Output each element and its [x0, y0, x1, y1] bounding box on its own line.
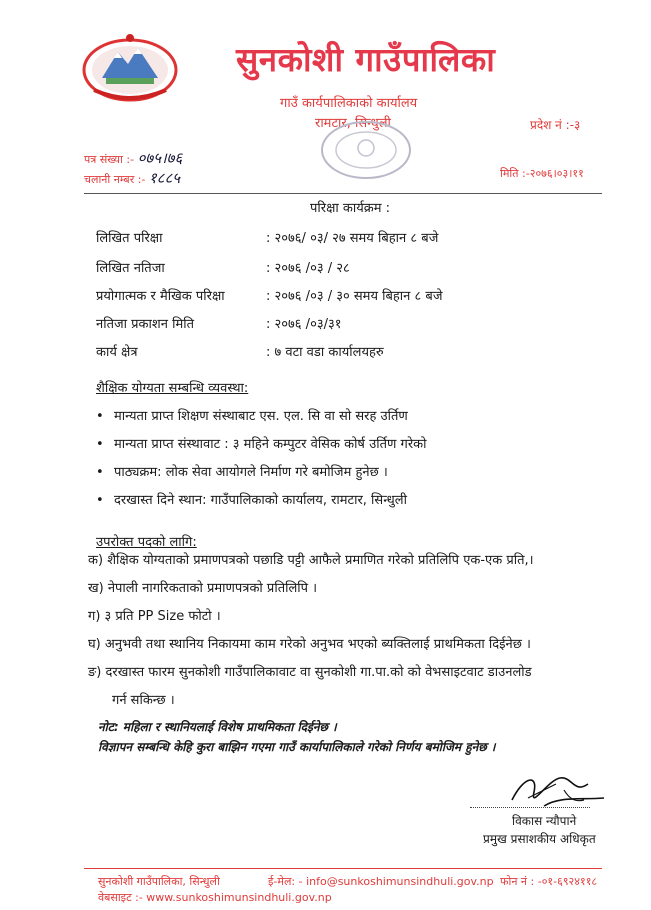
reference-number	[84, 148, 182, 168]
dispatch-value: १८८५	[148, 169, 181, 187]
province-number: प्रदेश नं :-३	[530, 118, 581, 132]
program-row	[96, 228, 438, 246]
document-item: घ) अनुभवी तथा स्थानिय निकायमा काम गरेको अनुभव भएको ब्यक्तिलाई प्राथमिकता दिईनेछ ।	[88, 637, 531, 652]
program-row-label: प्रयोगात्मक र मैखिक परिक्षा	[96, 289, 225, 304]
office-stamp-icon	[312, 118, 420, 182]
list-item-text: दरखास्त दिने स्थान: गाउँपालिकाको कार्यालय, रामटार, सिन्धुली	[114, 493, 407, 508]
program-row-label: लिखित नतिजा	[96, 261, 165, 276]
bullet-icon: •	[96, 493, 104, 508]
dispatch-number	[84, 168, 180, 188]
program-row	[96, 342, 384, 360]
signature-icon	[504, 770, 614, 816]
bullet-icon: •	[96, 409, 104, 424]
document-item: ङ) दरखास्त फारम सुनकोशी गाउँपालिकावाट वा सुनकोशी गा.पा.को को वेभसाइटवाट डाउनलोड	[88, 665, 532, 680]
program-row-label: लिखित परिक्षा	[96, 231, 163, 246]
reference-label: पत्र संख्या :-	[84, 153, 135, 166]
list-item-text: मान्यता प्राप्त संस्थावाट : ३ महिने कम्पुटर वेसिक कोर्ष उर्तिण गरेको	[114, 437, 427, 452]
footer-office: सुनकोशी गाउँपालिका, सिन्धुली	[98, 875, 220, 888]
program-row-value: : २०७६ /०३ / २८	[266, 261, 350, 276]
program-title: परिक्षा कार्यक्रम :	[310, 201, 391, 216]
footer-website[interactable]: वेबसाइट :- www.sunkoshimunsindhuli.gov.np	[98, 891, 332, 904]
bullet-icon: •	[96, 465, 104, 480]
signatory-name: विकास न्यौपाने	[512, 814, 577, 828]
program-row-value: : २०७६ /०३/३१	[266, 317, 342, 332]
bullet-icon: •	[96, 437, 104, 452]
date-label: मिति :-	[500, 167, 530, 180]
document-item: गर्न सकिन्छ ।	[112, 693, 175, 708]
footer-phone: फोन नं : -०१-६९२४११८	[500, 875, 598, 888]
letter-date	[500, 166, 584, 181]
signatory-title: प्रमुख प्रसाशकीय अधिकृत	[483, 832, 596, 846]
footer-email[interactable]: ई-मेल: - info@sunkoshimunsindhuli.gov.np	[268, 875, 494, 888]
program-row-label: नतिजा प्रकाशन मिति	[96, 317, 194, 332]
list-item	[96, 490, 407, 508]
office-address: रामटार, सिन्धुली	[315, 116, 391, 131]
note-text: विज्ञापन सम्बन्धि केहि कुरा बाझिन गएमा गाउँ कार्यापालिकाले गरेको निर्णय बमोजिम हुनेछ ।	[98, 740, 496, 754]
note-text: नोट: महिला र स्थानियलाई विशेष प्राथमिकता दिईनेछ ।	[98, 720, 337, 734]
list-item-text: पाठ्यक्रम: लोक सेवा आयोगले निर्माण गरे बमोजिम हुनेछ ।	[114, 465, 388, 480]
nepal-emblem-icon	[80, 30, 180, 104]
date-value: २०७६।०३।११	[529, 167, 584, 180]
reference-value: ०७५।७६	[137, 149, 183, 167]
documents-heading: उपरोक्त पदको लागि:	[96, 535, 197, 550]
list-item	[96, 434, 427, 452]
document-item: ग) ३ प्रति PP Size फोटो ।	[88, 609, 221, 624]
program-row	[96, 258, 350, 276]
dispatch-label: चलानी नम्बर :-	[84, 173, 146, 186]
list-item	[96, 406, 408, 424]
document-item: ख) नेपाली नागरिकताको प्रमाणपत्रको प्रतिलिपि ।	[88, 581, 318, 596]
qualifications-heading: शैक्षिक योग्यता सम्बन्धि व्यवस्था:	[96, 381, 249, 396]
office-subtitle: गाउँ कार्यपालिकाको कार्यालय	[280, 96, 418, 111]
program-row	[96, 314, 341, 332]
program-row-value: : ७ वटा वडा कार्यालयहरु	[266, 345, 384, 360]
header-divider	[84, 193, 602, 194]
program-row-value: : २०७६ /०३ / ३० समय बिहान ८ बजे	[266, 289, 443, 304]
program-row-value: : २०७६/ ०३/ २७ समय बिहान ८ बजे	[266, 231, 439, 246]
program-row	[96, 286, 443, 304]
list-item-text: मान्यता प्राप्त शिक्षण संस्थाबाट एस. एल. सि वा सो सरह उर्तिण	[114, 409, 408, 424]
list-item	[96, 462, 388, 480]
signature-line	[470, 807, 590, 808]
footer-divider	[84, 868, 602, 869]
document-item: क) शैक्षिक योग्यताको प्रमाणपत्रको पछाडि पट्टी आफैले प्रमाणित गरेको प्रतिलिपि एक-एक प्रति,।	[88, 553, 534, 568]
program-row-label: कार्य क्षेत्र	[96, 345, 138, 360]
office-name: सुनकोशी गाउँपालिका	[236, 40, 496, 79]
